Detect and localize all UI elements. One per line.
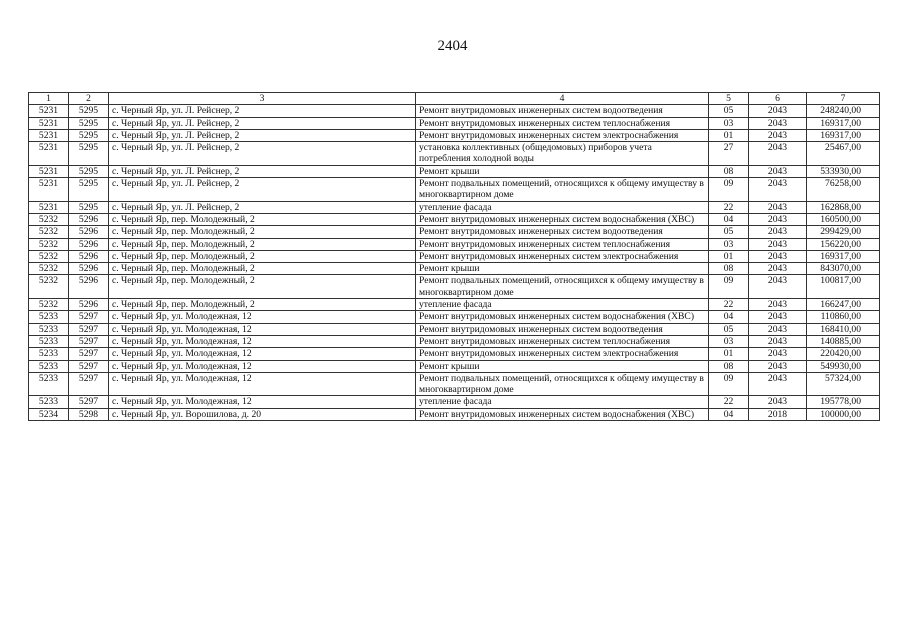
row-number-cell: 5231 — [29, 178, 69, 202]
address-cell: с. Черный Яр, ул. Л. Рейснер, 2 — [109, 105, 416, 117]
table-row — [29, 263, 880, 275]
work-type-cell: Ремонт подвальных помещений, относящихся к общему имуществу в многоквартирном доме — [416, 178, 709, 202]
repair-schedule-table — [28, 92, 880, 421]
work-code-cell: 01 — [709, 129, 749, 141]
table-row — [29, 238, 880, 250]
cost-cell: 110860,00 — [807, 311, 880, 323]
row-number-cell: 5233 — [29, 335, 69, 347]
row-number-cell: 5231 — [29, 129, 69, 141]
address-cell: с. Черный Яр, ул. Молодежная, 12 — [109, 396, 416, 408]
address-cell: с. Черный Яр, ул. Ворошилова, д. 20 — [109, 408, 416, 420]
address-cell: с. Черный Яр, ул. Л. Рейснер, 2 — [109, 117, 416, 129]
work-code-cell: 08 — [709, 165, 749, 177]
building-id-cell: 5297 — [69, 335, 109, 347]
building-id-cell: 5295 — [69, 178, 109, 202]
column-header: 7 — [807, 93, 880, 105]
building-id-cell: 5297 — [69, 396, 109, 408]
column-header: 2 — [69, 93, 109, 105]
year-cell: 2043 — [749, 348, 807, 360]
table-row — [29, 323, 880, 335]
row-number-cell: 5232 — [29, 238, 69, 250]
work-type-cell: Ремонт крыши — [416, 165, 709, 177]
cost-cell: 162868,00 — [807, 201, 880, 213]
cost-cell: 248240,00 — [807, 105, 880, 117]
year-cell: 2043 — [749, 226, 807, 238]
cost-cell: 169317,00 — [807, 250, 880, 262]
row-number-cell: 5233 — [29, 323, 69, 335]
address-cell: с. Черный Яр, пер. Молодежный, 2 — [109, 213, 416, 225]
work-type-cell: Ремонт внутридомовых инженерных систем теплоснабжения — [416, 117, 709, 129]
address-cell: с. Черный Яр, пер. Молодежный, 2 — [109, 250, 416, 262]
building-id-cell: 5296 — [69, 250, 109, 262]
cost-cell: 57324,00 — [807, 372, 880, 396]
work-code-cell: 05 — [709, 105, 749, 117]
row-number-cell: 5232 — [29, 275, 69, 299]
work-type-cell: Ремонт подвальных помещений, относящихся к общему имуществу в многоквартирном доме — [416, 275, 709, 299]
work-code-cell: 03 — [709, 238, 749, 250]
building-id-cell: 5295 — [69, 117, 109, 129]
cost-cell: 168410,00 — [807, 323, 880, 335]
building-id-cell: 5296 — [69, 213, 109, 225]
cost-cell: 533930,00 — [807, 165, 880, 177]
work-code-cell: 05 — [709, 226, 749, 238]
table-row — [29, 348, 880, 360]
table-row — [29, 250, 880, 262]
building-id-cell: 5297 — [69, 348, 109, 360]
cost-cell: 156220,00 — [807, 238, 880, 250]
address-cell: с. Черный Яр, пер. Молодежный, 2 — [109, 263, 416, 275]
year-cell: 2043 — [749, 105, 807, 117]
work-code-cell: 03 — [709, 117, 749, 129]
row-number-cell: 5232 — [29, 263, 69, 275]
address-cell: с. Черный Яр, ул. Л. Рейснер, 2 — [109, 165, 416, 177]
work-type-cell: Ремонт внутридомовых инженерных систем водоотведения — [416, 105, 709, 117]
year-cell: 2043 — [749, 165, 807, 177]
cost-cell: 549930,00 — [807, 360, 880, 372]
building-id-cell: 5296 — [69, 275, 109, 299]
work-code-cell: 22 — [709, 396, 749, 408]
cost-cell: 843070,00 — [807, 263, 880, 275]
building-id-cell: 5296 — [69, 263, 109, 275]
address-cell: с. Черный Яр, ул. Молодежная, 12 — [109, 335, 416, 347]
row-number-cell: 5231 — [29, 201, 69, 213]
work-type-cell: установка коллективных (общедомовых) приборов учета потребления холодной воды — [416, 142, 709, 166]
address-cell: с. Черный Яр, ул. Молодежная, 12 — [109, 372, 416, 396]
work-type-cell: Ремонт внутридомовых инженерных систем водоотведения — [416, 226, 709, 238]
column-header: 5 — [709, 93, 749, 105]
table-row — [29, 299, 880, 311]
year-cell: 2043 — [749, 323, 807, 335]
address-cell: с. Черный Яр, ул. Молодежная, 12 — [109, 348, 416, 360]
address-cell: с. Черный Яр, ул. Молодежная, 12 — [109, 323, 416, 335]
work-type-cell: Ремонт внутридомовых инженерных систем водоснабжения (ХВС) — [416, 213, 709, 225]
building-id-cell: 5298 — [69, 408, 109, 420]
building-id-cell: 5296 — [69, 238, 109, 250]
work-code-cell: 01 — [709, 250, 749, 262]
building-id-cell: 5295 — [69, 165, 109, 177]
work-code-cell: 08 — [709, 360, 749, 372]
work-code-cell: 04 — [709, 311, 749, 323]
year-cell: 2043 — [749, 201, 807, 213]
work-code-cell: 03 — [709, 335, 749, 347]
work-code-cell: 09 — [709, 178, 749, 202]
cost-cell: 76258,00 — [807, 178, 880, 202]
table-header-row — [29, 93, 880, 105]
row-number-cell: 5233 — [29, 311, 69, 323]
year-cell: 2043 — [749, 263, 807, 275]
cost-cell: 220420,00 — [807, 348, 880, 360]
table-row — [29, 213, 880, 225]
building-id-cell: 5297 — [69, 323, 109, 335]
address-cell: с. Черный Яр, пер. Молодежный, 2 — [109, 238, 416, 250]
year-cell: 2043 — [749, 250, 807, 262]
building-id-cell: 5296 — [69, 226, 109, 238]
year-cell: 2043 — [749, 142, 807, 166]
address-cell: с. Черный Яр, пер. Молодежный, 2 — [109, 299, 416, 311]
building-id-cell: 5297 — [69, 311, 109, 323]
year-cell: 2043 — [749, 275, 807, 299]
work-type-cell: Ремонт внутридомовых инженерных систем теплоснабжения — [416, 335, 709, 347]
cost-cell: 160500,00 — [807, 213, 880, 225]
row-number-cell: 5233 — [29, 372, 69, 396]
table-row — [29, 201, 880, 213]
table-row — [29, 129, 880, 141]
row-number-cell: 5232 — [29, 299, 69, 311]
work-code-cell: 04 — [709, 213, 749, 225]
cost-cell: 25467,00 — [807, 142, 880, 166]
table-row — [29, 275, 880, 299]
work-code-cell: 09 — [709, 275, 749, 299]
row-number-cell: 5233 — [29, 360, 69, 372]
row-number-cell: 5231 — [29, 117, 69, 129]
table-row — [29, 372, 880, 396]
table-row — [29, 178, 880, 202]
year-cell: 2043 — [749, 311, 807, 323]
cost-cell: 195778,00 — [807, 396, 880, 408]
year-cell: 2043 — [749, 129, 807, 141]
table-row — [29, 165, 880, 177]
column-header: 4 — [416, 93, 709, 105]
column-header: 1 — [29, 93, 69, 105]
column-header: 6 — [749, 93, 807, 105]
cost-cell: 169317,00 — [807, 129, 880, 141]
work-type-cell: Ремонт внутридомовых инженерных систем водоснабжения (ХВС) — [416, 408, 709, 420]
building-id-cell: 5295 — [69, 129, 109, 141]
row-number-cell: 5233 — [29, 348, 69, 360]
work-type-cell: Ремонт подвальных помещений, относящихся к общему имуществу в многоквартирном доме — [416, 372, 709, 396]
row-number-cell: 5233 — [29, 396, 69, 408]
table-row — [29, 226, 880, 238]
page-number: 2404 — [437, 38, 468, 54]
year-cell: 2043 — [749, 117, 807, 129]
table-row — [29, 360, 880, 372]
address-cell: с. Черный Яр, пер. Молодежный, 2 — [109, 275, 416, 299]
table-row — [29, 396, 880, 408]
cost-cell: 299429,00 — [807, 226, 880, 238]
work-type-cell: Ремонт внутридомовых инженерных систем теплоснабжения — [416, 238, 709, 250]
building-id-cell: 5297 — [69, 360, 109, 372]
work-type-cell: Ремонт внутридомовых инженерных систем водоснабжения (ХВС) — [416, 311, 709, 323]
address-cell: с. Черный Яр, ул. Молодежная, 12 — [109, 311, 416, 323]
work-type-cell: утепление фасада — [416, 299, 709, 311]
work-code-cell: 27 — [709, 142, 749, 166]
work-type-cell: Ремонт крыши — [416, 263, 709, 275]
column-header: 3 — [109, 93, 416, 105]
work-type-cell: Ремонт внутридомовых инженерных систем электроснабжения — [416, 348, 709, 360]
address-cell: с. Черный Яр, ул. Л. Рейснер, 2 — [109, 129, 416, 141]
year-cell: 2043 — [749, 178, 807, 202]
work-code-cell: 22 — [709, 201, 749, 213]
table-row — [29, 408, 880, 420]
table-row — [29, 311, 880, 323]
work-type-cell: Ремонт внутридомовых инженерных систем электроснабжения — [416, 250, 709, 262]
cost-cell: 166247,00 — [807, 299, 880, 311]
work-type-cell: Ремонт крыши — [416, 360, 709, 372]
building-id-cell: 5297 — [69, 372, 109, 396]
year-cell: 2043 — [749, 299, 807, 311]
row-number-cell: 5231 — [29, 105, 69, 117]
cost-cell: 100817,00 — [807, 275, 880, 299]
row-number-cell: 5234 — [29, 408, 69, 420]
table-body — [29, 93, 880, 421]
address-cell: с. Черный Яр, ул. Л. Рейснер, 2 — [109, 142, 416, 166]
work-code-cell: 22 — [709, 299, 749, 311]
table-row — [29, 142, 880, 166]
row-number-cell: 5232 — [29, 213, 69, 225]
address-cell: с. Черный Яр, ул. Л. Рейснер, 2 — [109, 178, 416, 202]
year-cell: 2043 — [749, 396, 807, 408]
row-number-cell: 5232 — [29, 226, 69, 238]
row-number-cell: 5231 — [29, 165, 69, 177]
table-row — [29, 117, 880, 129]
work-code-cell: 04 — [709, 408, 749, 420]
row-number-cell: 5231 — [29, 142, 69, 166]
table-row — [29, 105, 880, 117]
address-cell: с. Черный Яр, ул. Молодежная, 12 — [109, 360, 416, 372]
year-cell: 2043 — [749, 335, 807, 347]
work-type-cell: утепление фасада — [416, 201, 709, 213]
work-type-cell: Ремонт внутридомовых инженерных систем электроснабжения — [416, 129, 709, 141]
cost-cell: 140885,00 — [807, 335, 880, 347]
year-cell: 2043 — [749, 238, 807, 250]
row-number-cell: 5232 — [29, 250, 69, 262]
year-cell: 2043 — [749, 360, 807, 372]
building-id-cell: 5295 — [69, 201, 109, 213]
work-code-cell: 08 — [709, 263, 749, 275]
cost-cell: 169317,00 — [807, 117, 880, 129]
work-type-cell: утепление фасада — [416, 396, 709, 408]
cost-cell: 100000,00 — [807, 408, 880, 420]
building-id-cell: 5295 — [69, 142, 109, 166]
address-cell: с. Черный Яр, пер. Молодежный, 2 — [109, 226, 416, 238]
work-code-cell: 05 — [709, 323, 749, 335]
address-cell: с. Черный Яр, ул. Л. Рейснер, 2 — [109, 201, 416, 213]
work-code-cell: 09 — [709, 372, 749, 396]
year-cell: 2043 — [749, 213, 807, 225]
year-cell: 2043 — [749, 372, 807, 396]
building-id-cell: 5295 — [69, 105, 109, 117]
year-cell: 2018 — [749, 408, 807, 420]
table-row — [29, 335, 880, 347]
building-id-cell: 5296 — [69, 299, 109, 311]
work-type-cell: Ремонт внутридомовых инженерных систем водоотведения — [416, 323, 709, 335]
work-code-cell: 01 — [709, 348, 749, 360]
